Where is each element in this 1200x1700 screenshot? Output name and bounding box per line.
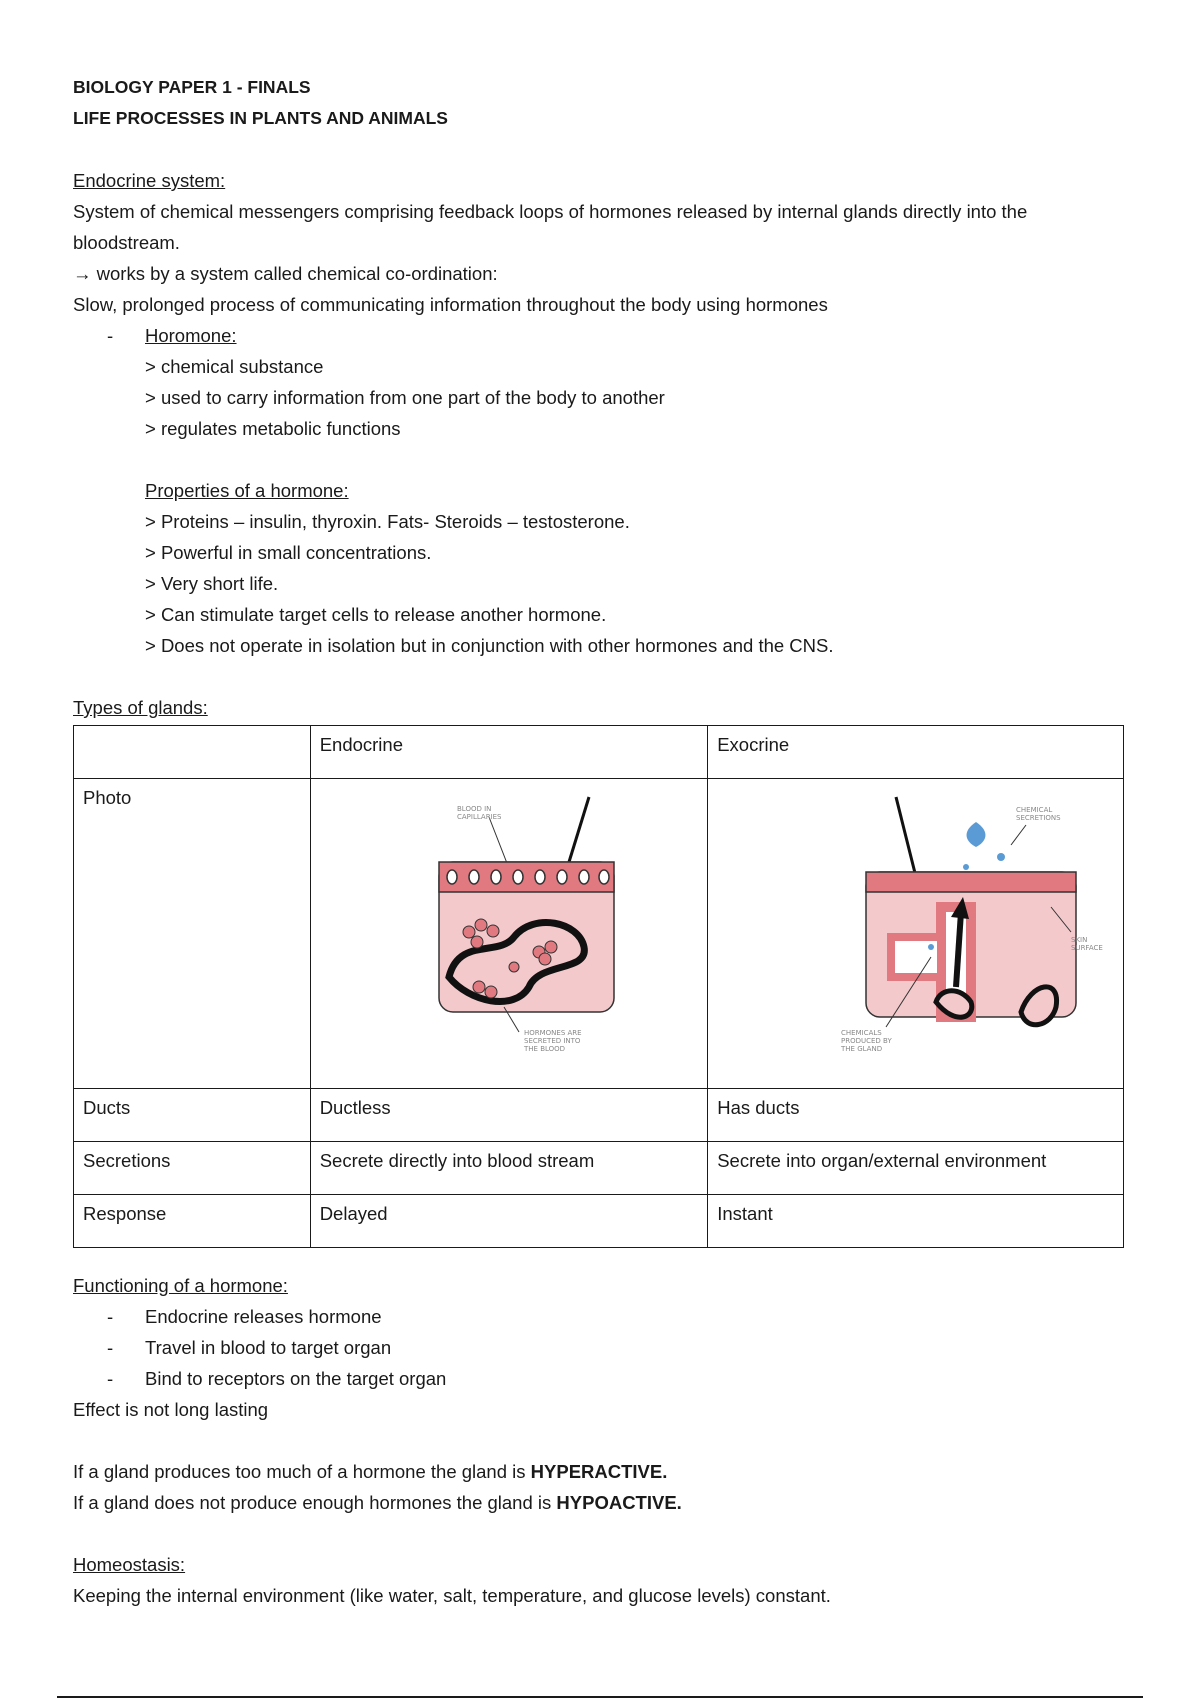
glands-heading: Types of glands:: [73, 697, 208, 718]
homeostasis-definition: Keeping the internal environment (like water, salt, temperature, and glucose levels) constant.: [73, 1585, 831, 1606]
properties-heading: Properties of a hormone:: [145, 480, 349, 501]
table-row: [74, 1142, 1124, 1195]
bullet-dash: -: [107, 1368, 114, 1389]
functioning-step: [73, 1301, 1133, 1332]
functioning-effect: Effect is not long lasting: [73, 1399, 269, 1420]
exocrine-label-right: SKIN: [1070, 936, 1087, 944]
page-bottom-rule: [57, 1696, 1143, 1698]
property-item: > Powerful in small concentrations.: [145, 542, 432, 563]
functioning-step-text: Travel in blood to target organ: [145, 1337, 392, 1358]
hyperactive-line: [73, 1456, 1133, 1487]
bullet-dash: -: [107, 1306, 114, 1327]
hypoactive-term: HYPOACTIVE.: [556, 1492, 682, 1513]
hormone-heading-row: [73, 320, 1133, 351]
table-row: [74, 1089, 1124, 1142]
table-cell: Secrete into organ/external environment: [708, 1142, 1124, 1195]
bullet-dash: -: [107, 1337, 114, 1358]
chemical-coordination-line: → works by a system called chemical co-ordination:: [73, 263, 498, 284]
glands-table: [73, 725, 1124, 1248]
table-cell: Secrete directly into blood stream: [310, 1142, 708, 1195]
table-cell: Ducts: [74, 1089, 311, 1142]
table-cell: Delayed: [310, 1195, 708, 1248]
hyperactive-prefix: If a gland produces too much of a hormone the gland is: [73, 1461, 531, 1482]
exocrine-label-bottom: CHEMICALS: [840, 1029, 882, 1037]
functioning-step: [73, 1332, 1133, 1363]
endocrine-label-bottom: SECRETED INTO: [523, 1037, 581, 1045]
table-cell: Instant: [708, 1195, 1124, 1248]
table-row: [74, 1195, 1124, 1248]
process-line: Slow, prolonged process of communicating information throughout the body using hormones: [73, 294, 828, 315]
endocrine-label-bottom: THE BLOOD: [523, 1045, 566, 1053]
endocrine-definition-a: System of chemical messengers comprising feedback loops of hormones released by internal glands directly into the: [73, 201, 1028, 222]
hormone-heading: Horomone:: [145, 325, 237, 346]
endocrine-label-top: BLOOD IN: [456, 805, 492, 813]
table-header-cell: Endocrine: [310, 726, 708, 779]
endocrine-photo-cell: [310, 779, 708, 1089]
table-cell: Ductless: [310, 1089, 708, 1142]
functioning-step-text: Bind to receptors on the target organ: [145, 1368, 447, 1389]
endocrine-heading: Endocrine system:: [73, 170, 226, 191]
endocrine-label-top: CAPILLARIES: [456, 813, 502, 821]
table-cell: Secretions: [74, 1142, 311, 1195]
functioning-step: [73, 1363, 1133, 1394]
bullet-dash: -: [107, 325, 114, 346]
exocrine-photo-cell: [708, 779, 1124, 1089]
document-page: [73, 72, 1133, 1611]
table-header-cell: Exocrine: [708, 726, 1124, 779]
hormone-point: > regulates metabolic functions: [145, 418, 401, 439]
exocrine-label-top: CHEMICAL: [1015, 806, 1052, 814]
functioning-heading: Functioning of a hormone:: [73, 1275, 288, 1296]
table-cell: Response: [74, 1195, 311, 1248]
document-subtitle: LIFE PROCESSES IN PLANTS AND ANIMALS: [73, 108, 448, 128]
table-header-row: [74, 726, 1124, 779]
properties-heading-row: [73, 475, 1133, 506]
hormone-point: > chemical substance: [145, 356, 324, 377]
table-cell: Has ducts: [708, 1089, 1124, 1142]
property-item: > Proteins – insulin, thyroxin. Fats- Steroids – testosterone.: [145, 511, 630, 532]
exocrine-label-right: SURFACE: [1070, 944, 1103, 952]
photo-label: Photo: [74, 779, 311, 1089]
exocrine-label-bottom: PRODUCED BY: [840, 1037, 892, 1045]
functioning-step-text: Endocrine releases hormone: [145, 1306, 382, 1327]
homeostasis-heading: Homeostasis:: [73, 1554, 186, 1575]
table-photo-row: [74, 779, 1124, 1089]
property-item: > Very short life.: [145, 573, 279, 594]
hyperactive-term: HYPERACTIVE.: [530, 1461, 668, 1482]
exocrine-gland-diagram: [771, 787, 1103, 1077]
endocrine-gland-diagram: [419, 787, 599, 1077]
hormone-point: > used to carry information from one part of the body to another: [145, 387, 665, 408]
property-item: > Does not operate in isolation but in conjunction with other hormones and the CNS.: [145, 635, 834, 656]
hypoactive-prefix: If a gland does not produce enough hormones the gland is: [73, 1492, 557, 1513]
property-item: > Can stimulate target cells to release another hormone.: [145, 604, 607, 625]
table-header-cell: [74, 726, 311, 779]
hypoactive-line: [73, 1487, 1133, 1518]
exocrine-label-top: SECRETIONS: [1015, 814, 1061, 822]
exocrine-label-bottom: THE GLAND: [840, 1045, 882, 1053]
endocrine-definition-b: bloodstream.: [73, 232, 180, 253]
document-title: BIOLOGY PAPER 1 - FINALS: [73, 77, 311, 97]
endocrine-label-bottom: HORMONES ARE: [523, 1029, 582, 1037]
